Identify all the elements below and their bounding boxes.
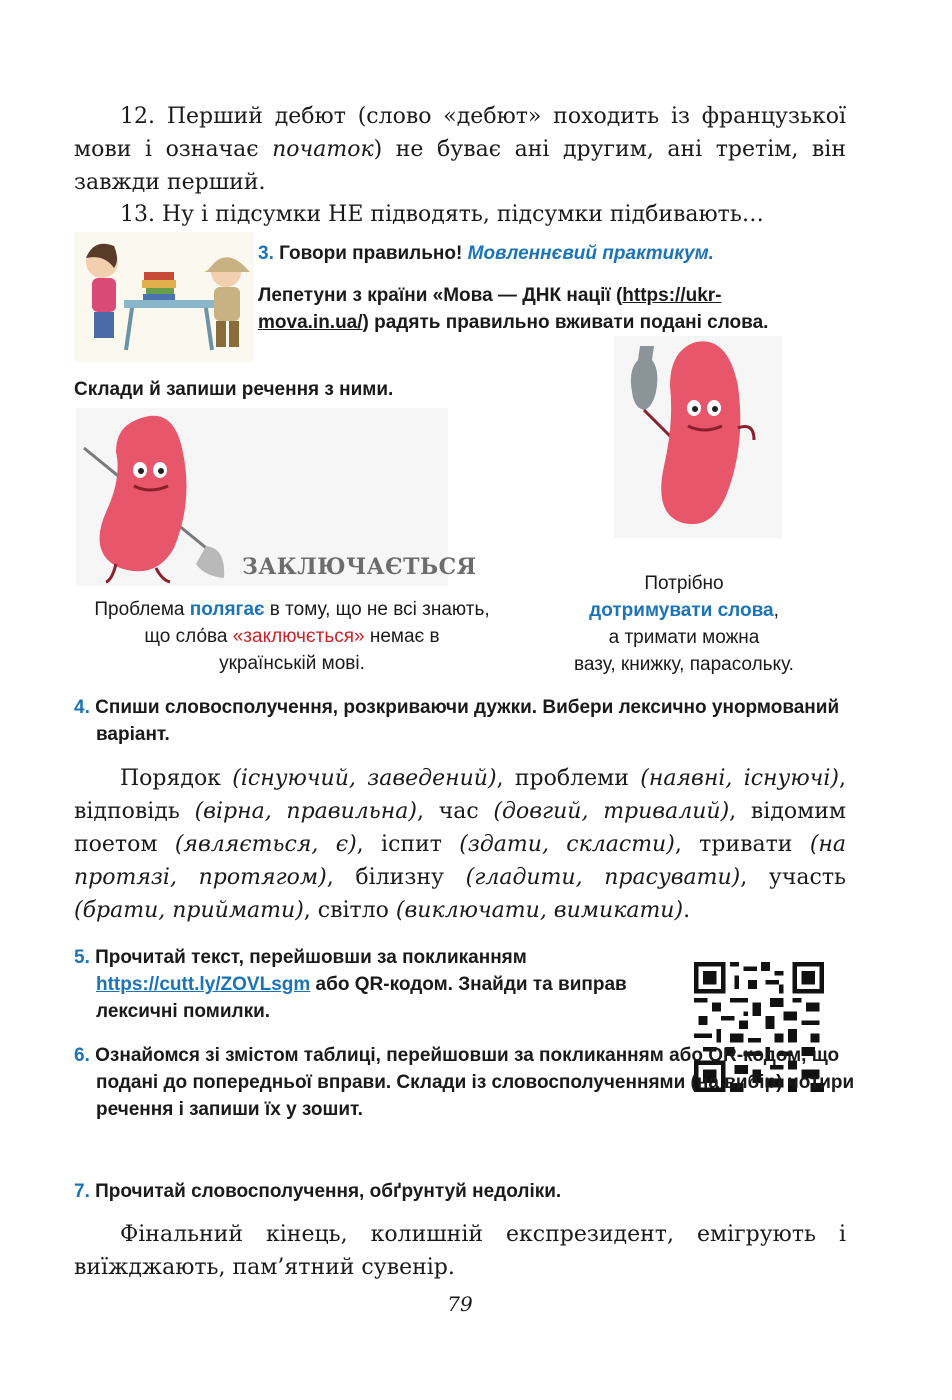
mascot-vase-illustration: [614, 336, 782, 538]
caption-right: Потрібно дотримувати слова, а тримати можна вазу, книжку, парасольку.: [574, 573, 794, 675]
option-group: (довгий, тривалий): [493, 799, 730, 824]
option-group: (здати, скласти): [459, 832, 675, 857]
page-number: 79: [447, 1292, 473, 1316]
option-group: (гладити, прасувати): [465, 865, 741, 890]
item-13: 13. Ну і підсумки НЕ підводять, підсумки підбивають…: [120, 202, 764, 227]
wrong-word-label: ЗАКЛЮЧАЄТЬСЯ: [242, 554, 477, 580]
exercise-text: , білизну: [326, 865, 466, 890]
task-3-heading: 3. Говори правильно! Мовленнєвий практикум.: [258, 243, 714, 264]
cutt-ly-link[interactable]: https://cutt.ly/ZOVLsgm: [96, 974, 311, 995]
task-7: 7. Прочитай словосполучення, обґрунтуй недоліки.: [74, 1181, 562, 1202]
exercise-text: , відомим поетом: [74, 799, 846, 857]
task-5: 5. Прочитай текст, перейшовши за покликанням https://cutt.ly/ZOVLsgm або QR-кодом. Знайди та виправ лексичні помилки.: [74, 947, 627, 1022]
task-4-exercise: [74, 762, 846, 927]
option-group: (виключати, вимикати): [395, 898, 684, 923]
mascot-vase-drawing: [614, 336, 782, 538]
exercise-text: Порядок: [120, 766, 233, 791]
exercise-text: , проблеми: [496, 766, 641, 791]
item-12: 12. Перший дебют (слово «дебют» походить із французької мови і означає початок) не буває ані другим, ані третім, він завжди перший.: [74, 104, 846, 195]
option-group: (існуючий, заведений): [232, 766, 497, 791]
exercise-text: , світло: [303, 898, 396, 923]
task-7-exercise: Фінальний кінець, колишній експрезидент, емігрують і виїжджають, пам’ятний сувенір.: [74, 1222, 846, 1280]
option-group: (вірна, правильна): [194, 799, 417, 824]
exercise-text: , тривати: [674, 832, 810, 857]
option-group: (наявні, існуючі): [640, 766, 839, 791]
exercise-text: , час: [416, 799, 494, 824]
exercise-text: , участь: [740, 865, 846, 890]
exercise-text: , іспит: [356, 832, 460, 857]
ukr-mova-link[interactable]: https://ukr-mova.in.ua/: [258, 285, 722, 333]
option-group: (являється, є): [174, 832, 357, 857]
caption-left: Проблема полягає в тому, що не всі знають, що сло́ва «заключється» немає в українській мові.: [94, 599, 490, 674]
option-group: (на протязі, протягом): [74, 832, 847, 890]
exercise-text: , відповідь: [74, 766, 846, 824]
exercise-text: .: [683, 898, 691, 923]
option-group: (брати, приймати): [74, 898, 304, 923]
mascot-sweeping-illustration: [76, 408, 477, 586]
task-4: 4. Спиши словосполучення, розкриваючи дужки. Вибери лексично унормований варіант.: [74, 697, 840, 745]
task-3-description: Лепетуни з країни «Мова — ДНК нації (https://ukr-mova.in.ua/) радять правильно вживати подані слова.: [258, 285, 769, 333]
kids-reading-illustration: [74, 232, 254, 362]
task-3-instruction: Склади й запиши речення з ними.: [74, 379, 394, 400]
task-6: 6. Ознайомся зі змістом таблиці, перейшовши за покликанням або QR-кодом, що подані до попередньої вправи. Склади із словосполученнями (на вибір) чотири речення і запиши їх у зошит.: [74, 1045, 855, 1120]
